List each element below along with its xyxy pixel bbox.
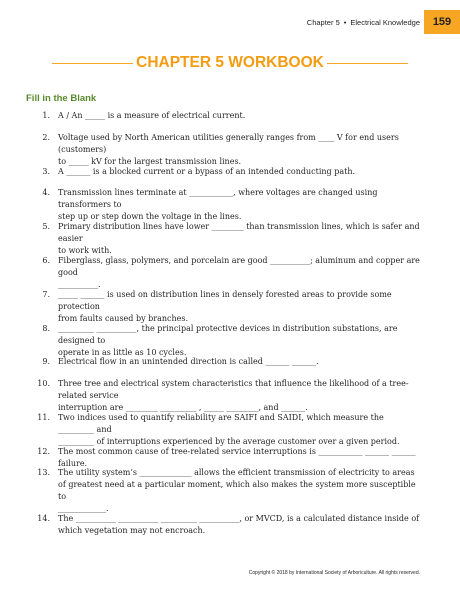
question-number: 12. [37, 447, 50, 456]
running-head-chapter: Chapter 5 [306, 18, 340, 27]
question-text: Two indices used to quantify reliability are SAIFI and SAIDI, which measure the _________ and _________ of interruptions experienced by the average customer over a given period. [58, 413, 400, 446]
question-text: The __________ __________ _________ __________, or MVCD, is a calculated distance inside of which vegetation may not encroach. [58, 514, 420, 535]
question-number: 8. [42, 324, 50, 333]
page-number-tab [424, 10, 460, 34]
copyright-footer: Copyright © 2018 by International Society of Arboriculture. All rights reserved. [248, 570, 420, 576]
page-number: 159 [432, 16, 452, 28]
question-number: 6. [42, 256, 50, 265]
question-text: Transmission lines terminate at ___________, where voltages are changed using transformers to step up or step down the voltage in the lines. [58, 188, 378, 221]
question-number: 1. [42, 111, 50, 120]
question-text: Three tree and electrical system characteristics that influence the likelihood of a tree-related service interruption are ________ _________ , _____ ________, and ______. [58, 379, 409, 412]
question-text: Primary distribution lines have lower ________ than transmission lines, which is safer and easier to work with. [58, 222, 420, 255]
question-text: Fiberglass, glass, polymers, and porcelain are good __________; aluminum and copper are good __________. [58, 256, 420, 289]
question-text: Electrical flow in an unintended direction is called ______ ______. [58, 357, 319, 366]
question-text: A / An _____ is a measure of electrical current. [58, 111, 246, 120]
running-head-section: Electrical Knowledge [350, 18, 420, 27]
question-number: 2. [42, 133, 50, 142]
question-text: Voltage used by North American utilities generally ranges from ____ V for end users (customers) to _____ kV for the largest transmission lines. [58, 133, 399, 166]
question-number: 14. [37, 514, 50, 523]
question-number: 11. [37, 413, 50, 422]
question-number: 7. [42, 290, 50, 299]
question-text: The most common cause of tree-related service interruptions is ___________ ______ ______ failure. [58, 447, 416, 468]
question-number: 9. [42, 357, 50, 366]
question-text: A ______ is a blocked current or a bypass of an intended conducting path. [58, 167, 356, 176]
question-text: _____ ______ is used on distribution lines in densely forested areas to provide some protection from faults caused by branches. [58, 290, 392, 323]
title-rule-right [327, 63, 408, 64]
question-number: 3. [42, 167, 50, 176]
running-head [307, 18, 420, 27]
question-number: 13. [37, 468, 50, 477]
section-heading: Fill in the Blank [26, 93, 97, 104]
question-number: 4. [42, 188, 50, 197]
question-text: The utility system’s _____________ allows the efficient transmission of electricity to areas of greatest need at a particular moment, which also makes the system more susceptible to ____________. [58, 468, 416, 513]
chapter-title-row [52, 54, 408, 72]
question-text: _________ __________, the principal protective devices in distribution substations, are designed to operate in as little as 10 cycles. [58, 324, 398, 357]
question-number: 10. [37, 379, 50, 388]
question-number: 5. [42, 222, 50, 231]
chapter-title: CHAPTER 5 WORKBOOK [136, 54, 324, 71]
running-head-separator: • [343, 18, 347, 27]
title-rule-left [52, 63, 133, 64]
